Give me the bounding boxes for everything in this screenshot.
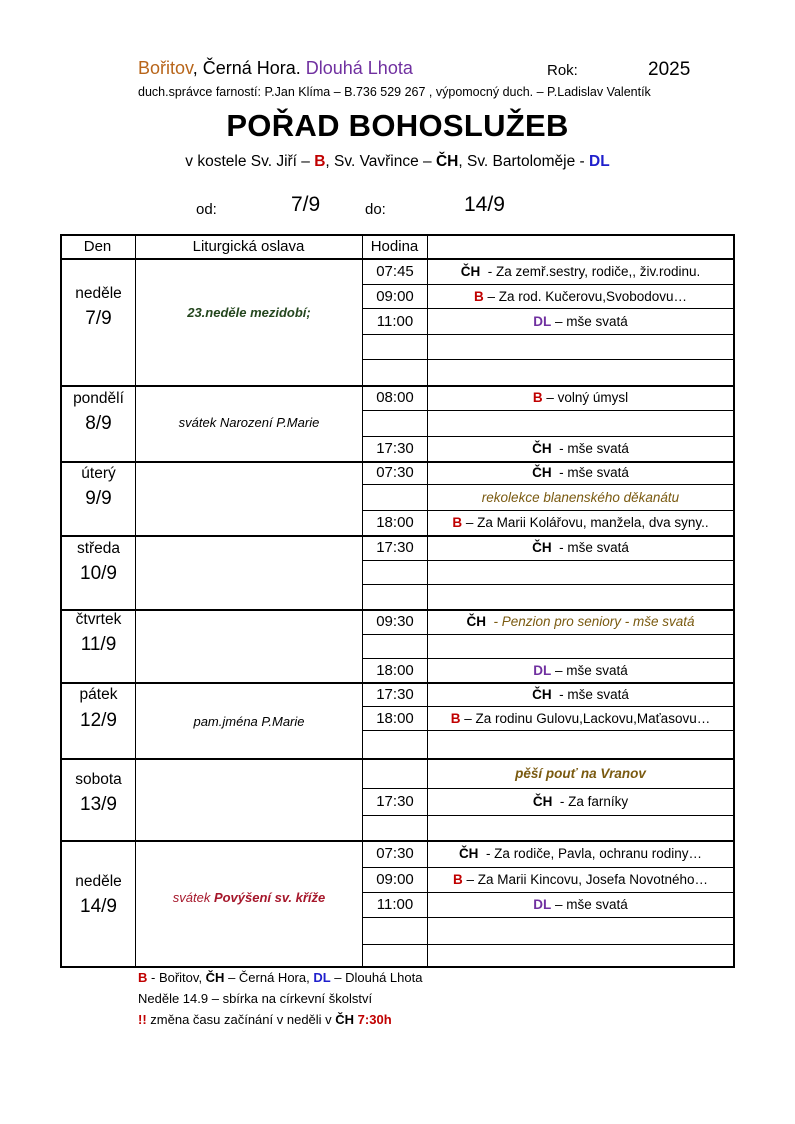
row-time: 07:30 — [376, 845, 414, 862]
legend-line — [138, 970, 422, 985]
churches-text-2: , Sv. Vavřince – — [325, 153, 436, 170]
parish-cerna-hora: Černá Hora. — [202, 58, 306, 78]
row-intention — [428, 815, 733, 840]
row-intention — [428, 334, 733, 359]
churches-text-3: , Sv. Bartoloměje - — [458, 153, 590, 170]
row-intention — [428, 258, 733, 284]
from-label: od: — [196, 201, 217, 218]
legend-code-b: B — [138, 970, 148, 985]
day-name: čtvrtek — [75, 611, 122, 628]
to-value: 14/9 — [464, 193, 505, 216]
row-time: 09:00 — [376, 287, 414, 305]
legend-text-dl: – Dlouhá Lhota — [330, 970, 423, 985]
liturgy-cell: pam.jména P.Marie — [193, 713, 305, 729]
intention-text: – mše svatá — [551, 662, 628, 678]
row-time — [363, 917, 427, 944]
legend-code-ch: ČH — [205, 970, 225, 985]
church-code: ČH — [532, 540, 552, 555]
liturgy-feast: Povýšení sv. kříže — [213, 889, 326, 905]
liturgy-cell — [136, 887, 362, 907]
row-time: 11:00 — [376, 896, 414, 913]
row-intention — [428, 758, 733, 788]
church-code: DL — [533, 897, 552, 912]
churches-line — [0, 153, 795, 171]
legend-text-ch: – Černá Hora, — [224, 970, 314, 985]
day-name: úterý — [81, 465, 116, 482]
row-time — [363, 758, 427, 788]
legend-text-b: - Bořitov, — [147, 970, 206, 985]
legend-code-dl: DL — [313, 970, 331, 985]
row-time: 17:30 — [376, 440, 414, 457]
intention-text: – Za rodinu Gulovu,Lackovu,Maťasovu… — [460, 710, 711, 726]
parish-separator: , — [192, 58, 203, 78]
row-intention — [428, 461, 733, 484]
schedule-table — [60, 234, 735, 968]
time-change-note — [138, 1012, 392, 1027]
row-intention — [428, 284, 733, 308]
day-date: 14/9 — [80, 896, 117, 917]
row-time: 17:30 — [376, 793, 414, 810]
day-name: sobota — [75, 771, 122, 788]
header-intention — [427, 234, 735, 258]
intention-note: - Penzion pro seniory - mše svatá — [485, 614, 695, 629]
church-code: ČH — [532, 794, 553, 809]
intention-text: – Za Marii Kolářovu, manžela, dva syny.. — [462, 515, 709, 530]
row-intention — [428, 917, 733, 944]
code-ch: ČH — [435, 153, 459, 170]
header-liturgy: Liturgická oslava — [192, 237, 305, 255]
parish-names — [138, 58, 413, 79]
church-code: B — [452, 515, 463, 530]
row-time — [363, 334, 427, 359]
row-intention — [428, 730, 733, 758]
row-time — [363, 560, 427, 584]
intention-text: - mše svatá — [551, 686, 629, 702]
churches-text-1: v kostele Sv. Jiří – — [185, 153, 315, 170]
row-intention — [428, 706, 733, 730]
day-date: 8/9 — [85, 413, 112, 434]
day-date: 13/9 — [80, 794, 117, 815]
church-code: B — [450, 710, 461, 726]
code-dl: DL — [589, 153, 610, 170]
collection-note: Neděle 14.9 – sbírka na církevní školství — [138, 991, 373, 1006]
row-time: 18:00 — [376, 514, 414, 531]
intention-text: – mše svatá — [551, 897, 628, 912]
pilgrimage-note: pěší pouť na Vranov — [515, 765, 646, 781]
row-intention — [428, 510, 733, 535]
row-time — [363, 484, 427, 510]
day-date: 12/9 — [80, 710, 117, 731]
row-intention — [428, 788, 733, 815]
row-intention — [428, 944, 733, 968]
day-name: neděle — [75, 285, 122, 302]
row-intention — [428, 560, 733, 584]
church-code: B — [532, 390, 543, 405]
row-time: 08:00 — [376, 389, 414, 406]
col-divider — [135, 234, 136, 968]
intention-text: – Za rod. Kučerovu,Svobodovu… — [483, 288, 688, 304]
page-title: POŘAD BOHOSLUŽEB — [226, 108, 569, 143]
church-code: DL — [533, 662, 552, 678]
church-code: ČH — [532, 686, 552, 702]
time-change-text: změna času začínání v neděli v — [146, 1012, 336, 1027]
intention-text: - Za zemř.sestry, rodiče,, živ.rodinu. — [480, 263, 701, 279]
liturgy-prefix: svátek — [172, 889, 214, 905]
day-name: pondělí — [73, 390, 124, 407]
header-day: Den — [83, 237, 112, 255]
intention-text: - Za farníky — [552, 794, 629, 809]
row-intention — [428, 892, 733, 917]
day-date: 11/9 — [80, 634, 117, 655]
intention-text: - mše svatá — [551, 441, 629, 456]
table-border-left — [60, 234, 62, 968]
parish-dlouha-lhota: Dlouhá Lhota — [305, 58, 413, 78]
time-change-code-ch: ČH — [335, 1012, 355, 1027]
row-intention — [428, 308, 733, 334]
row-intention — [428, 484, 733, 510]
from-value: 7/9 — [291, 193, 321, 216]
row-intention — [428, 436, 733, 461]
day-date: 9/9 — [85, 488, 112, 509]
parish-boritov: Bořitov — [138, 58, 193, 78]
row-intention — [428, 634, 733, 658]
liturgy-cell: 23.neděle mezidobí; — [187, 304, 311, 320]
intention-text: - Za rodiče, Pavla, ochranu rodiny… — [478, 846, 703, 861]
row-intention — [428, 584, 733, 609]
church-code: DL — [533, 313, 552, 329]
intention-note: rekolekce blanenského děkanátu — [481, 489, 680, 505]
day-date: 7/9 — [85, 308, 112, 329]
intention-text: – volný úmysl — [542, 390, 629, 405]
row-time: 09:30 — [376, 613, 414, 630]
row-intention — [428, 359, 733, 385]
church-code: B — [473, 288, 484, 304]
day-name: neděle — [75, 873, 122, 890]
row-intention — [428, 609, 733, 634]
row-intention — [428, 867, 733, 892]
year-label: Rok: — [547, 62, 578, 79]
row-time — [363, 410, 427, 436]
row-time — [363, 730, 427, 758]
row-time: 07:45 — [376, 262, 414, 280]
table-border-top — [60, 234, 735, 236]
church-code: B — [452, 872, 463, 887]
header-hour: Hodina — [370, 237, 419, 255]
church-code: ČH — [460, 263, 481, 279]
row-intention — [428, 840, 733, 867]
row-time: 07:30 — [376, 464, 414, 481]
intention-text: - mše svatá — [551, 540, 629, 555]
day-name: středa — [76, 540, 121, 557]
church-code: ČH — [466, 614, 486, 629]
church-code: ČH — [532, 441, 552, 456]
time-change-time: 7:30h — [354, 1012, 392, 1027]
row-time — [363, 359, 427, 385]
row-time: 18:00 — [376, 709, 414, 727]
day-name: pátek — [79, 686, 118, 703]
to-label: do: — [365, 201, 386, 218]
clergy-line: duch.správce farností: P.Jan Klíma – B.736 529 267 , výpomocný duch. – P.Ladislav Valentík — [138, 85, 651, 99]
row-time — [363, 634, 427, 658]
intention-text: – mše svatá — [551, 313, 628, 329]
row-time: 09:00 — [376, 871, 414, 888]
row-time: 11:00 — [376, 312, 414, 330]
intention-text: – Za Marii Kincovu, Josefa Novotného… — [462, 872, 709, 887]
code-b: B — [314, 153, 326, 170]
day-date: 10/9 — [80, 563, 117, 584]
row-intention — [428, 535, 733, 560]
row-time: 18:00 — [376, 661, 414, 679]
row-intention — [428, 682, 733, 706]
church-code: ČH — [458, 846, 479, 861]
row-intention — [428, 658, 733, 682]
row-intention — [428, 410, 733, 436]
liturgy-cell: svátek Narození P.Marie — [178, 414, 320, 430]
row-time: 17:30 — [376, 539, 414, 556]
row-time — [363, 815, 427, 840]
row-time: 17:30 — [376, 685, 414, 703]
year-value: 2025 — [648, 59, 691, 80]
row-time — [363, 944, 427, 968]
row-intention — [428, 385, 733, 410]
row-time — [363, 584, 427, 609]
church-code: ČH — [532, 465, 552, 480]
intention-text: - mše svatá — [551, 465, 629, 480]
table-border-right — [733, 234, 735, 968]
warning-marks: !! — [138, 1012, 147, 1027]
